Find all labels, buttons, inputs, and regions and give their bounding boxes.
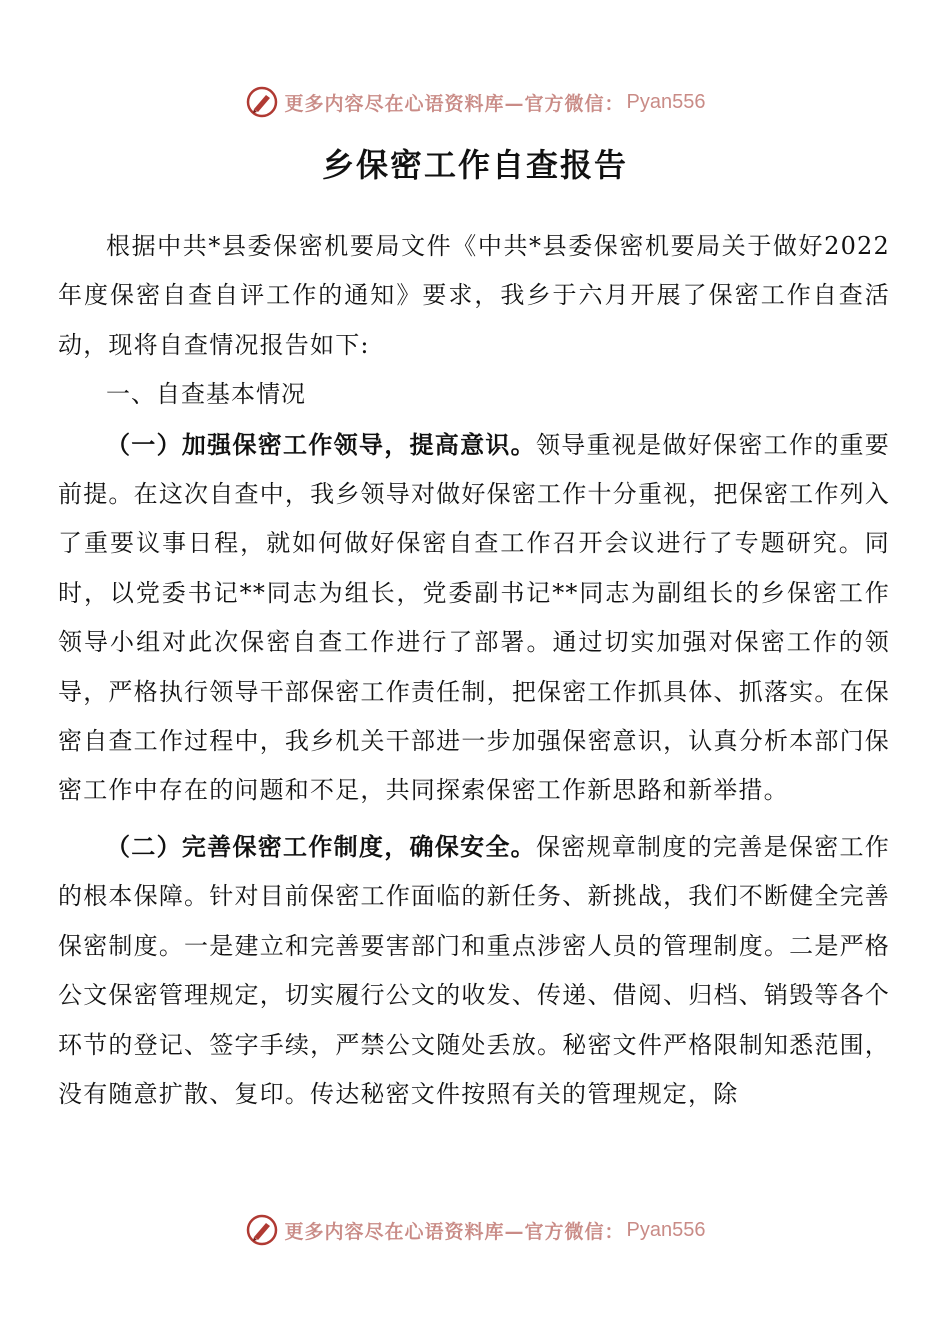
item-2-lead: （二）完善保密工作制度，确保安全。 xyxy=(106,831,536,861)
header-watermark xyxy=(0,82,950,122)
intro-paragraph: 根据中共*县委保密机要局文件《中共*县委保密机要局关于做好2022年度保密自查自评工作的通知》要求，我乡于六月开展了保密工作自查活动，现将自查情况报告如下: xyxy=(58,232,890,359)
watermark-wechat-id: Pyan556 xyxy=(626,90,706,113)
document-body xyxy=(58,222,890,1119)
watermark-wechat-id: Pyan556 xyxy=(626,1218,706,1241)
watermark-text: 更多内容尽在心语资料库—官方微信： xyxy=(284,1220,625,1243)
item-1-lead: （一）加强保密工作领导，提高意识。 xyxy=(106,429,536,459)
footer-watermark xyxy=(0,1210,950,1250)
section-heading: 一、自查基本情况 xyxy=(106,380,306,409)
document-title: 乡保密工作自查报告 xyxy=(321,146,628,184)
watermark-text: 更多内容尽在心语资料库—官方微信： xyxy=(284,92,625,115)
pen-logo-icon xyxy=(245,85,279,119)
pen-logo-icon xyxy=(245,1213,279,1247)
item-2-body: 保密规章制度的完善是保密工作的根本保障。针对目前保密工作面临的新任务、新挑战，我们不断健全完善保密制度。一是建立和完善要害部门和重点涉密人员的管理制度。二是严格公文保密管理规定，切实履行公文的收发、传递、借阅、归档、销毁等各个环节的登记、签字手续，严禁公文随处丢放。秘密文件严格限制知悉范围，没有随意扩散、复印。传达秘密文件按照有关的管理规定，除 xyxy=(58,832,890,1108)
item-1-body: 领导重视是做好保密工作的重要前提。在这次自查中，我乡领导对做好保密工作十分重视，把保密工作列入了重要议事日程，就如何做好保密自查工作召开会议进行了专题研究。同时，以党委书记**同志为组长，党委副书记**同志为副组长的乡保密工作领导小组对此次保密自查工作进行了部署。通过切实加强对保密工作的领导，严格执行领导干部保密工作责任制，把保密工作抓具体、抓落实。在保密自查工作过程中，我乡机关干部进一步加强保密意识，认真分析本部门保密工作中存在的问题和不足，共同探索保密工作新思路和新举措。 xyxy=(58,430,890,805)
item-2-paragraph xyxy=(58,822,890,1119)
item-1-paragraph xyxy=(58,420,890,816)
